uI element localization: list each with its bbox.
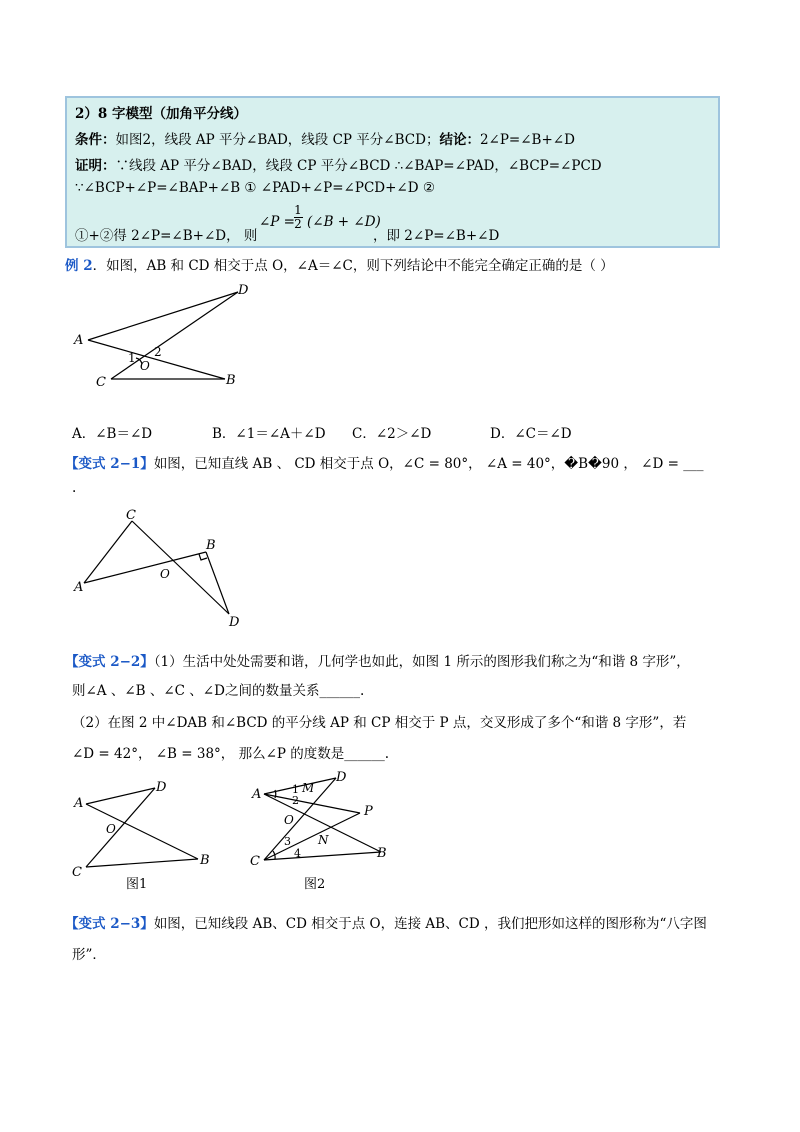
label-A: A [74,796,84,811]
example2-text: ．如图，AB 和 CD 相交于点 O，∠A＝∠C，则下列结论中不能完全确定正确的是（ ） [92,258,614,274]
condition-label: 条件： [75,132,116,148]
right-angle-mark [199,554,207,560]
segment-AD [88,292,238,340]
formula-rhs: (∠B + ∠D) [307,214,381,230]
label-O: O [106,822,116,836]
variant2-2-figure-1 [62,772,222,902]
model-box [65,96,720,248]
q2-end: . [384,746,390,762]
variant2-2-q1-line2 [72,679,364,699]
label-C: C [96,375,106,390]
label-B: B [377,846,387,861]
example2-question [65,254,614,274]
label-C: C [250,854,260,869]
label-angle-2: 2 [154,345,162,359]
label-A: A [74,333,84,348]
segment-DC [111,292,238,379]
label-A: A [252,787,262,802]
label-N: N [318,833,329,847]
q1-end: . [359,683,365,699]
label-D: D [229,615,240,630]
condition-text: 如图2，线段 AP 平分∠BAD，线段 CP 平分∠BCD； [115,132,440,148]
label-C: C [72,865,82,880]
segment-DC [86,788,155,867]
segment-AB [86,804,198,859]
label-B: B [200,853,210,868]
segment-BD [206,552,229,614]
variant2-1-label: 【变式 2−1】 [65,456,154,472]
proof-line-2: ∵∠BCP+∠P=∠BAP+∠B ① ∠PAD+∠P=∠PCD+∠D ② [75,180,435,196]
example2-figure [60,278,280,398]
conclusion-label: 结论： [439,132,480,148]
variant2-2-q2-line1: （2）在图 2 中∠DAB 和∠BCD 的平分线 AP 和 CP 相交于 P 点，交叉形成了多个“和谐 8 字形”，若 [72,715,687,731]
label-O: O [284,813,294,827]
example2-label: 例 2 [65,258,93,274]
segment-CP [264,813,360,860]
segment-AP [264,794,360,813]
variant2-3-line2: 形”． [72,947,106,963]
proof-text-1: ∵线段 AP 平分∠BAD，线段 CP 平分∠BCD ∴∠BAP=∠PAD，∠BCP=∠PCD [115,158,602,174]
variant2-2-q1-text: （1）生活中处处需要和谐，几何学也如此，如图 1 所示的图形我们称之为“和谐 8 字形”， [153,654,690,670]
variant2-3-line1 [65,912,707,932]
example2-option-b: B．∠1＝∠A＋∠D [212,426,326,442]
label-D: D [336,770,347,785]
condition-line [75,128,575,148]
example2-option-a: A．∠B＝∠D [72,426,153,442]
label-O: O [140,359,150,373]
figure-1-caption: 图1 [126,877,148,892]
variant2-1-text: 如图，已知直线 AB 、 CD 相交于点 O，∠C = 80°， ∠A = 40°，�B�90 ， ∠D = [153,456,684,472]
example2-option-d: D．∠C＝∠D [490,426,572,442]
proof-line-3a: ①+②得 2∠P=∠B+∠D， 则 [75,228,258,244]
label-C: C [126,508,136,523]
label-angle-1: 1 [128,351,136,365]
segment-CB [264,852,381,860]
label-O: O [160,567,170,581]
variant2-2-q2-line2 [72,742,389,762]
label-angle-1: 1 [292,783,299,796]
variant2-3-text: 如图，已知线段 AB、CD 相交于点 O，连接 AB、CD ，我们把形如这样的图形称为“八字图 [153,916,707,932]
segment-CB [86,859,198,867]
figure-2-caption: 图2 [304,877,326,892]
label-P: P [364,804,373,819]
variant2-2-label: 【变式 2−2】 [65,654,154,670]
conclusion-text: 2∠P=∠B+∠D [479,132,575,148]
variant2-3-label: 【变式 2−3】 [65,916,154,932]
label-D: D [156,780,167,795]
label-angle-2: 2 [292,794,299,807]
label-A: A [74,580,84,595]
variant2-2-figure-2 [240,768,410,898]
label-angle-4: 4 [294,847,301,860]
label-B: B [206,538,216,553]
variant2-1-figure [62,505,262,635]
q2-blank: ______ [344,746,385,762]
proof-line-1 [75,154,602,174]
label-D: D [238,283,249,298]
angle-1-arc [275,790,276,798]
q2-text: ∠D = 42°， ∠B = 38°， 那么∠P 的度数是 [72,746,345,762]
variant2-1-question [65,452,703,472]
segment-AD [264,778,336,794]
q1-relation-text: 则∠A 、∠B 、∠C 、∠D之间的数量关系 [72,683,320,699]
variant2-1-blank: ___ [683,456,704,472]
label-angle-3: 3 [284,835,291,848]
label-B: B [226,373,236,388]
segment-AC [84,521,132,583]
q1-blank: ______ [319,683,360,699]
label-M: M [302,781,315,795]
fraction-numerator: 1 [294,203,302,217]
fraction-denominator: 2 [294,217,302,231]
segment-AB [84,552,206,583]
proof-label: 证明： [75,158,116,174]
variant2-2-q1-line1 [65,650,690,670]
variant2-1-period: . [72,480,77,496]
model-title: 2）8 字模型（加角平分线） [75,106,247,122]
formula-lhs: ∠P = [259,214,295,230]
proof-line-3b: ，即 2∠P=∠B+∠D [373,228,500,244]
example2-option-c: C．∠2＞∠D [352,426,432,442]
segment-AD [86,788,155,804]
formula-fraction [291,204,305,231]
